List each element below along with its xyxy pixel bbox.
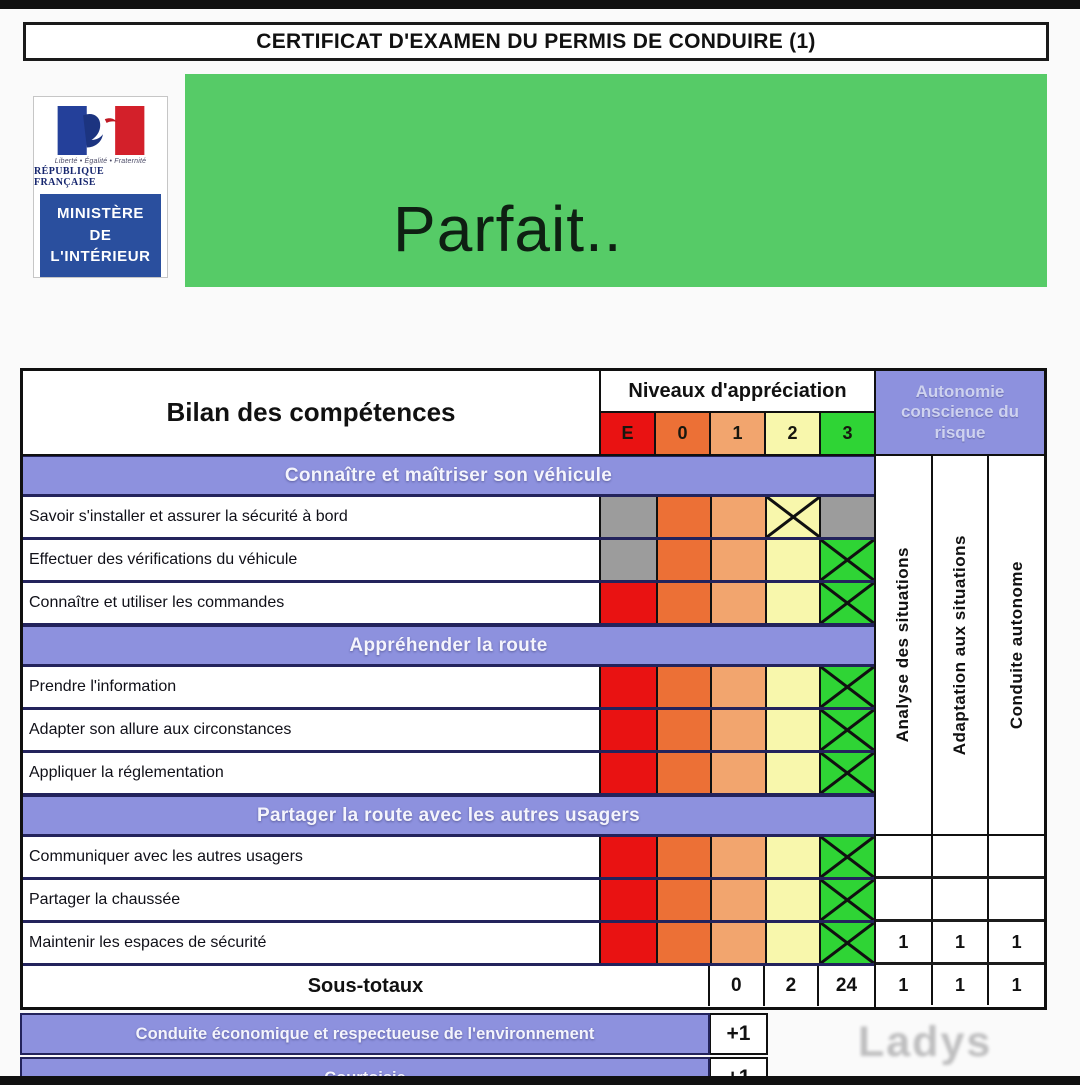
section-band: Connaître et maîtriser son véhicule — [23, 456, 874, 497]
table-row — [23, 880, 874, 923]
grade-cell — [656, 880, 711, 920]
autonomy-value-cell — [987, 879, 1044, 919]
grade-cell — [765, 583, 820, 623]
cross-mark-icon — [821, 540, 874, 580]
competency-label: Prendre l'information — [23, 667, 601, 707]
table-row — [23, 667, 874, 710]
ministry-line: DE — [89, 226, 112, 244]
grade-cell — [656, 923, 711, 963]
competency-label: Partager la chaussée — [23, 880, 601, 920]
autonomy-column-label: Analyse des situations — [893, 547, 913, 743]
level-header-cell-3: 3 — [819, 413, 874, 454]
grade-cell — [656, 710, 711, 750]
grade-cell — [819, 540, 874, 580]
competency-table — [20, 368, 1047, 1010]
watermark: Ladys — [858, 1018, 993, 1066]
table-row — [23, 923, 874, 966]
cross-mark-icon — [821, 880, 874, 920]
cross-mark-icon — [821, 753, 874, 793]
grade-cell — [765, 880, 820, 920]
autonomy-subtotal-cell: 1 — [931, 965, 988, 1005]
autonomy-column — [931, 456, 988, 834]
table-body-right — [874, 456, 1044, 1007]
grade-cell — [819, 667, 874, 707]
marianne-flag-icon — [55, 106, 147, 155]
result-banner-text: Parfait.. — [393, 193, 623, 265]
grade-cell — [765, 667, 820, 707]
bonus-label: Conduite économique et respectueuse de l'environnement — [20, 1013, 710, 1055]
competency-label: Maintenir les espaces de sécurité — [23, 923, 601, 963]
grade-cell — [819, 837, 874, 877]
table-row — [23, 753, 874, 796]
autonomy-subtotal-cell: 1 — [987, 965, 1044, 1005]
table-row — [23, 540, 874, 583]
level-header-cell-0: 0 — [654, 413, 709, 454]
autonomy-value-cell — [931, 879, 988, 919]
autonomy-value-rows — [876, 836, 1044, 1005]
logo-republic: RÉPUBLIQUE FRANÇAISE — [34, 166, 105, 189]
grade-cell — [656, 540, 711, 580]
autonomy-value-cell: 1 — [987, 922, 1044, 962]
table-row — [23, 583, 874, 626]
cross-mark-icon — [821, 583, 874, 623]
result-banner — [185, 74, 1047, 287]
competency-label: Effectuer des vérifications du véhicule — [23, 540, 601, 580]
cross-mark-icon — [821, 923, 874, 963]
grade-cell — [710, 583, 765, 623]
autonomy-subtotal-row — [876, 965, 1044, 1005]
autonomy-column — [987, 456, 1044, 834]
table-body-left — [23, 456, 874, 1007]
subtotal-value-cell: 0 — [710, 966, 765, 1006]
ministry-logo — [33, 96, 168, 278]
grade-cell — [601, 837, 656, 877]
grade-cell — [819, 923, 874, 963]
cross-mark-icon — [821, 667, 874, 707]
grade-cell — [710, 667, 765, 707]
grade-cell — [656, 583, 711, 623]
table-title-cell: Bilan des compétences — [23, 371, 601, 454]
subtotal-label: Sous-totaux — [23, 966, 710, 1006]
autonomy-subtotal-cell: 1 — [898, 974, 909, 995]
grade-cell — [765, 753, 820, 793]
level-header-cell-2: 2 — [764, 413, 819, 454]
grade-cell — [819, 583, 874, 623]
table-row — [23, 837, 874, 880]
grade-cell — [710, 540, 765, 580]
autonomy-value-cell: 1 — [898, 931, 909, 952]
cross-mark-icon — [821, 837, 874, 877]
grade-cell — [819, 880, 874, 920]
table-body — [23, 456, 1044, 1007]
grade-cell — [601, 540, 656, 580]
cross-mark-icon — [821, 710, 874, 750]
grade-cell — [765, 497, 820, 537]
level-header-cell-E: E — [601, 413, 654, 454]
bonus-value-cell: +1 — [710, 1013, 768, 1055]
certificate-title-box — [23, 22, 1049, 61]
subtotal-value-cell: 2 — [765, 966, 820, 1006]
grade-cell — [656, 753, 711, 793]
competency-label: Communiquer avec les autres usagers — [23, 837, 601, 877]
autonomy-value-cell — [876, 836, 931, 876]
subtotal-row — [23, 966, 874, 1006]
grade-cell — [765, 923, 820, 963]
level-header-cell-1: 1 — [709, 413, 764, 454]
subtotal-value-cell: 24 — [835, 975, 858, 996]
autonomy-row — [876, 836, 1044, 879]
autonomy-row — [876, 879, 1044, 922]
autonomy-column-label: Adaptation aux situations — [950, 534, 969, 756]
autonomy-columns-cell — [876, 456, 1044, 836]
grade-cell — [819, 710, 874, 750]
grade-cell — [656, 497, 711, 537]
section-band: Appréhender la route — [23, 626, 874, 667]
grade-cell — [656, 837, 711, 877]
grade-cell — [601, 497, 656, 537]
autonomy-value-cell — [931, 836, 988, 876]
competency-label: Savoir s'installer et assurer la sécurité à bord — [23, 497, 601, 537]
grade-cell — [765, 540, 820, 580]
levels-header-block — [601, 371, 874, 454]
ministry-line: L'INTÉRIEUR — [50, 248, 151, 266]
ministry-line: MINISTÈRE — [56, 204, 145, 222]
autonomy-header-cell: Autonomie conscience du risque — [874, 371, 1044, 454]
grade-cell — [601, 667, 656, 707]
autonomy-value-cell — [987, 836, 1044, 876]
levels-header-caption: Niveaux d'appréciation — [601, 371, 874, 413]
competency-label: Adapter son allure aux circonstances — [23, 710, 601, 750]
table-row — [23, 710, 874, 753]
autonomy-value-cell: 1 — [931, 922, 988, 962]
autonomy-column-label: Conduite autonome — [1006, 560, 1026, 730]
top-letterbox-bar — [0, 0, 1080, 9]
certificate-title: CERTIFICAT D'EXAMEN DU PERMIS DE CONDUIRE (1) — [256, 29, 816, 53]
bonus-row — [20, 1013, 768, 1055]
grade-cell — [601, 710, 656, 750]
logo-motto: Liberté • Égalité • Fraternité — [54, 158, 147, 166]
table-header — [23, 371, 1044, 456]
grade-cell — [819, 753, 874, 793]
grade-cell — [710, 497, 765, 537]
grade-cell — [710, 837, 765, 877]
cross-mark-icon — [767, 497, 820, 537]
table-row — [23, 497, 874, 540]
grade-cell — [710, 753, 765, 793]
grade-cell — [601, 880, 656, 920]
grade-cell — [710, 923, 765, 963]
grade-cell — [656, 667, 711, 707]
grade-cell — [765, 837, 820, 877]
competency-label: Appliquer la réglementation — [23, 753, 601, 793]
grade-cell — [601, 583, 656, 623]
bottom-letterbox-bar — [0, 1076, 1080, 1085]
grade-cell — [765, 710, 820, 750]
grade-cell — [710, 880, 765, 920]
autonomy-value-cell — [876, 879, 931, 919]
grade-cell — [601, 923, 656, 963]
levels-header-row — [601, 413, 874, 454]
section-band: Partager la route avec les autres usagers — [23, 796, 874, 837]
competency-label: Connaître et utiliser les commandes — [23, 583, 601, 623]
grade-cell — [601, 753, 656, 793]
grade-cell — [819, 497, 874, 537]
grade-cell — [710, 710, 765, 750]
ministry-name-box — [40, 194, 161, 277]
autonomy-row — [876, 922, 1044, 965]
autonomy-column — [876, 456, 931, 834]
